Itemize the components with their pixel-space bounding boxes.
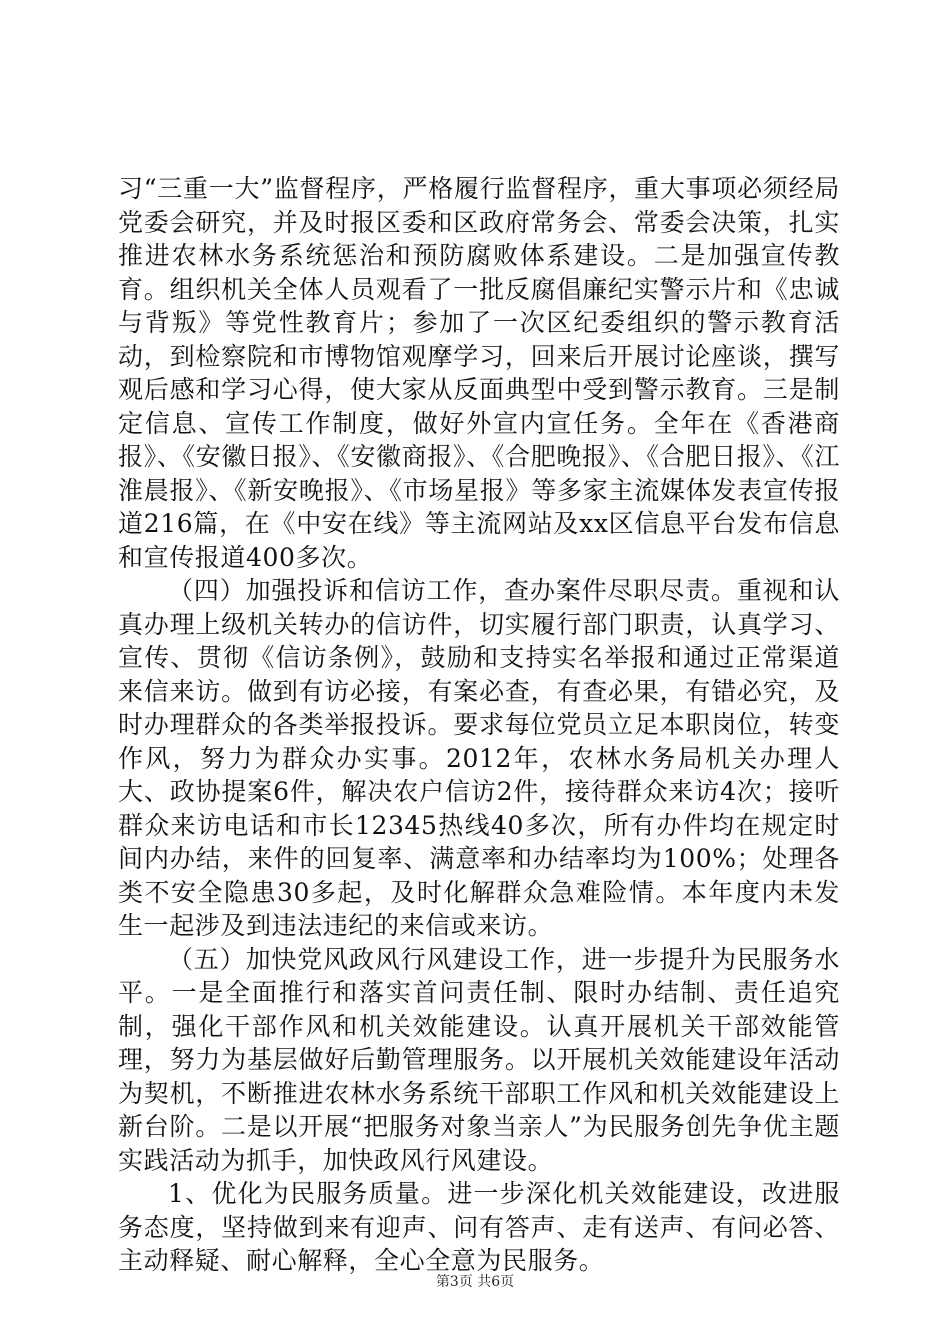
body-paragraph-section-5: （五）加快党风政风行风建设工作，进一步提升为民服务水平。一是全面推行和落实首问责任制、限时办结制、责任追究制，强化干部作风和机关效能建设。认真开展机关干部效能管理，努力为基层做好后勤管理服务。以开展机关效能建设年活动为契机，不断推进农林水务系统干部职工作风和机关效能建设上新台阶。二是以开展“把服务对象当亲人”为民服务创先争优主题实践活动为抓手，加快政风行风建设。 <box>118 944 840 1175</box>
document-body <box>118 172 840 1278</box>
body-paragraph-section-4: （四）加强投诉和信访工作，查办案件尽职尽责。重视和认真办理上级机关转办的信访件，切实履行部门职责，认真学习、宣传、贯彻《信访条例》，鼓励和支持实名举报和通过正常渠道来信来访。做到有访必接，有案必查，有查必果，有错必究，及时办理群众的各类举报投诉。要求每位党员立足本职岗位，转变作风，努力为群众办实事。2012年，农林水务局机关办理人大、政协提案6件，解决农户信访2件，接待群众来访4次；接听群众来访电话和市长12345热线40多次，所有办件均在规定时间内办结，来件的回复率、满意率和办结率均为100%；处理各类不安全隐患30多起，及时化解群众急难险情。本年度内未发生一起涉及到违法违纪的来信或来访。 <box>118 576 840 940</box>
body-paragraph-continuation: 习“三重一大”监督程序，严格履行监督程序，重大事项必须经局党委会研究，并及时报区委和区政府常务会、常委会决策，扎实推进农林水务系统惩治和预防腐败体系建设。二是加强宣传教育。组织机关全体人员观看了一批反腐倡廉纪实警示片和《忠诚与背叛》等党性教育片；参加了一次区纪委组织的警示教育活动，到检察院和市博物馆观摩学习，回来后开展讨论座谈，撰写观后感和学习心得，使大家从反面典型中受到警示教育。三是制定信息、宣传工作制度，做好外宣内宣任务。全年在《香港商报》、《安徽日报》、《安徽商报》、《合肥晚报》、《合肥日报》、《江淮晨报》、《新安晚报》、《市场星报》等多家主流媒体发表宣传报道216篇，在《中安在线》等主流网站及xx区信息平台发布信息和宣传报道400多次。 <box>118 174 840 572</box>
page-footer: 第3页 共6页 <box>435 1274 515 1290</box>
body-paragraph-item-1: 1、优化为民服务质量。进一步深化机关效能建设，改进服务态度，坚持做到来有迎声、问有答声、走有送声、有问必答、主动释疑、耐心解释，全心全意为民服务。 <box>118 1179 840 1275</box>
